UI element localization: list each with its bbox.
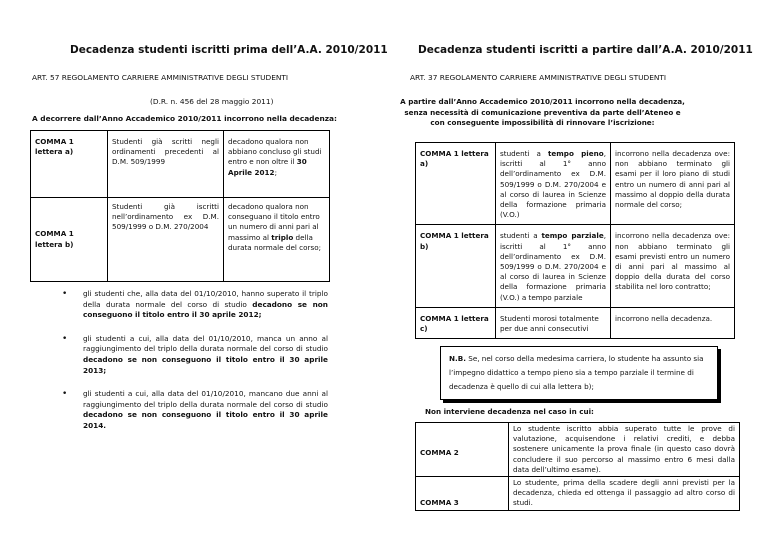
right-table	[415, 142, 735, 339]
left-bullets	[83, 289, 328, 432]
who-cell: Studenti già scritti negli ordinamenti precedenti al D.M. 509/1999	[108, 131, 224, 198]
who-cell: Studenti già iscritti nell’ordinamento ex D.M. 509/1999 o D.M. 270/2004	[108, 198, 224, 282]
who-cell: studenti a tempo parziale, iscritti al 1° anno dell’ordinamento ex D.M. 509/1999 o D.M. 270/2004 e al corso di laurea in Scienze della formazione primaria (V.O.) a tempo parziale	[496, 225, 611, 307]
exceptions-table	[415, 422, 740, 511]
note-box	[440, 346, 718, 400]
table-row	[31, 131, 330, 198]
when-cell: decadono qualora non abbiano concluso gli studi entro e non oltre il 30 Aprile 2012;	[224, 131, 330, 198]
list-item: • gli studenti a cui, alla data del 01/10/2010, manca un anno al raggiungimento del triplo della durata normale del corso di studio decadono se non conseguono il titolo entro il 30 aprile 2013;	[83, 334, 328, 376]
comma-cell: COMMA 1 lettera a)	[31, 131, 108, 198]
comma-cell: COMMA 2	[416, 423, 509, 477]
right-article: ART. 37 REGOLAMENTO CARRIERE AMMINISTRATIVE DEGLI STUDENTI	[410, 73, 667, 82]
when-cell: incorrono nella decadenza ove: non abbiano terminato gli esami per il loro piano di studi entro un numero di anni pari al massimo al doppio della durata normale del corso;	[611, 143, 735, 225]
table-row	[416, 307, 735, 338]
comma-cell: COMMA 1 lettera b)	[416, 225, 496, 307]
table-row	[416, 423, 740, 477]
left-table	[30, 130, 330, 282]
when-cell: incorrono nella decadenza ove: non abbiano terminato gli esami previsti entro un numero di anni pari al massimo al doppio della durata del corso stabilita nel loro contratto;	[611, 225, 735, 307]
when-cell: decadono qualora non conseguano il titolo entro un numero di anni pari al massimo al triplo della durata normale del corso;	[224, 198, 330, 282]
table-row	[31, 198, 330, 282]
comma-cell: COMMA 3	[416, 477, 509, 511]
table-row	[416, 225, 735, 307]
left-title: Decadenza studenti iscritti prima dell’A.A. 2010/2011	[70, 44, 388, 56]
comma-cell: COMMA 1 lettera c)	[416, 307, 496, 338]
right-title: Decadenza studenti iscritti a partire dall’A.A. 2010/2011	[418, 44, 753, 56]
table-row	[416, 477, 740, 511]
left-decree: (D.R. n. 456 del 28 maggio 2011)	[150, 97, 274, 106]
list-item: • gli studenti che, alla data del 01/10/2010, hanno superato il triplo della durata normale del corso di studio decadono se non conseguono il titolo entro il 30 aprile 2012;	[83, 289, 328, 321]
who-cell: Studenti morosi totalmente per due anni consecutivi	[496, 307, 611, 338]
exception-cell: Lo studente, prima della scadere degli anni previsti per la decadenza, chieda ed ottenga il passaggio ad altro corso di studi.	[509, 477, 740, 511]
when-cell: incorrono nella decadenza.	[611, 307, 735, 338]
right-intro: A partire dall’Anno Accademico 2010/2011 incorrono nella decadenza, senza necessità di comunicazione preventiva da parte dell’Ateneo e con conseguente impossibilità di rinnovare l’iscrizione:	[400, 97, 685, 127]
note-text: Se, nel corso della medesima carriera, lo studente ha assunto sia l’impegno didattico a tempo pieno sia a tempo parziale il termine di decadenza è quello di cui alla lettera b);	[449, 354, 704, 391]
list-item: • gli studenti a cui, alla data del 01/10/2010, mancano due anni al raggiungimento del triplo della durata normale del corso di studio decadono se non conseguono il titolo entro il 30 aprile 2014.	[83, 389, 328, 431]
comma-cell: COMMA 1 lettera a)	[416, 143, 496, 225]
left-article: ART. 57 REGOLAMENTO CARRIERE AMMINISTRATIVE DEGLI STUDENTI	[32, 73, 289, 82]
exception-cell: Lo studente iscritto abbia superato tutte le prove di valutazione, acquisendone i relativi crediti, e debba sostenere unicamente la prova finale (in questo caso dovrà concludere il suo percorso al massimo entro 6 mesi dalla data dell’ultimo esame).	[509, 423, 740, 477]
who-cell: studenti a tempo pieno, iscritti al 1° anno dell’ordinamento ex D.M. 509/1999 o D.M. 270/2004 e al corso di laurea in Scienze della formazione primaria (V.O.)	[496, 143, 611, 225]
table-row	[416, 143, 735, 225]
left-intro: A decorrere dall’Anno Accademico 2010/2011 incorrono nella decadenza:	[32, 114, 337, 123]
no-decadenza-heading: Non interviene decadenza nel caso in cui:	[425, 407, 594, 416]
comma-cell: COMMA 1 lettera b)	[31, 198, 108, 282]
note-label: N.B.	[449, 354, 466, 363]
